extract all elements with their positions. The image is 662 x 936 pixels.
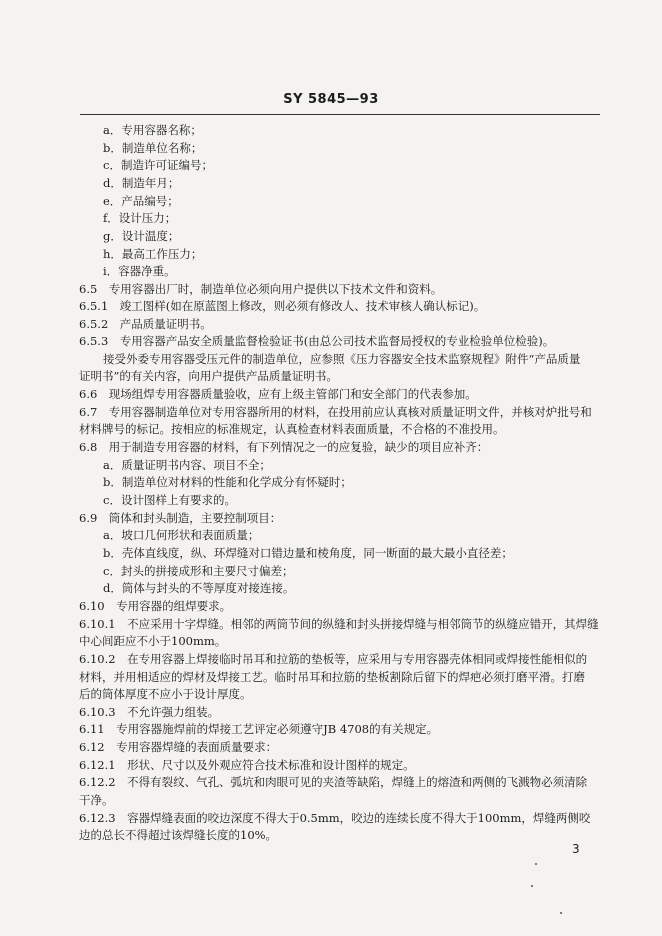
section-heading: 6.12 专用容器焊缝的表面质量要求： [79,740,278,754]
text-line: c．设计图样上有要求的。 [103,493,236,507]
text-line: b．制造单位名称； [103,141,203,155]
section-heading: 6.7 专用容器制造单位对专用容器所用的材料，在投用前应认真核对质量证明文件，并核对炉批号和 [79,405,592,419]
section-heading: 6.11 专用容器施焊前的焊接工艺评定必须遵守JB 4708的有关规定。 [79,722,439,736]
text-line: 中心间距应不小于100mm。 [79,634,227,648]
text-line: 干净。 [79,793,114,807]
section-heading: 6.10 专用容器的组焊要求。 [79,599,232,613]
text-line: 6.5.2 产品质量证明书。 [79,317,212,331]
text-line: c．封头的拼接成形和主要尺寸偏差； [103,564,294,578]
section-heading: 6.12.2 不得有裂纹、气孔、弧坑和肉眼可见的夹渣等缺陷，焊缝上的熔渣和两侧的飞溅物必须清除 [79,775,588,789]
section-heading: 6.10.2 在专用容器上焊接临时吊耳和拉筋的垫板等，应采用与专用容器壳体相同或焊接性能相似的 [79,652,588,666]
section-heading: 6.6 现场组焊专用容器质量验收，应有上级主管部门和安全部门的代表参加。 [79,387,477,401]
text-line: a．专用容器名称； [103,123,202,137]
text-line: c．制造许可证编号； [103,158,213,172]
section-heading: 6.10.3 不允许强力组装。 [79,705,220,719]
section-heading: 6.9 筒体和封头制造，主要控制项目： [79,511,282,525]
text-line: b．制造单位对材料的性能和化学成分有怀疑时； [103,475,352,489]
text-line: 材料，并用相适应的焊材及焊接工艺。临时吊耳和拉筋的垫板割除后留下的焊疤必须打磨平滑。打磨 [79,670,585,684]
section-heading: 6.12.1 形状、尺寸以及外观应符合技术标准和设计图样的规定。 [79,758,415,772]
text-line: i．容器净重。 [103,264,176,278]
text-line: 证明书”的有关内容，向用户提供产品质量证明书。 [79,369,338,383]
text-line: 接受外委专用容器受压元件的制造单位，应参照《压力容器安全技术监察规程》附件“产品质量 [103,352,581,366]
text-line: g．设计温度； [103,229,180,243]
text-line: a．坡口几何形状和表面质量； [103,528,260,542]
text-line: b．壳体直线度，纵、环焊缝对口错边量和棱角度，同一断面的最大最小直径差； [103,546,513,560]
text-line: 6.5.1 竣工图样(如在原蓝图上修改，则必须有修改人、技术审核人确认标记)。 [79,299,486,313]
text-line: h．最高工作压力； [103,247,203,261]
section-heading: 6.5 专用容器出厂时，制造单位必须向用户提供以下技术文件和资料。 [79,282,443,296]
scan-speck [535,863,537,865]
section-heading: 6.12.3 容器焊缝表面的咬边深度不得大于0.5mm，咬边的连续长度不得大于100mm，焊缝两侧咬 [79,811,591,825]
section-heading: 6.10.1 不应采用十字焊缝。相邻的两筒节间的纵缝和封头拼接焊缝与相邻筒节的纵缝应错开，其焊缝 [79,617,599,631]
text-line: 边的总长不得超过该焊缝长度的10%。 [79,828,278,842]
text-line: 材料牌号的标记。按相应的标准规定，认真检查材料表面质量，不合格的不准投用。 [79,422,505,436]
text-line: 后的筒体厚度不应小于设计厚度。 [79,687,252,701]
text-line: f．设计压力； [103,211,177,225]
page-number: 3 [572,842,580,856]
section-heading: 6.8 用于制造专用容器的材料，有下列情况之一的应复验，缺少的项目应补齐： [79,440,489,454]
page-header: SY 5845—93 [283,92,379,107]
text-line: 6.5.3 专用容器产品安全质量监督检验证书(由总公司技术监督局授权的专业检验单位检验)。 [79,334,555,348]
text-line: a．质量证明书内容、项目不全； [103,458,271,472]
text-line: d．筒体与封头的不等厚度对接连接。 [103,581,295,595]
scan-speck [531,885,533,887]
scan-speck [560,912,562,914]
text-line: e．产品编号； [103,194,179,208]
header-rule [80,114,600,115]
text-line: d．制造年月； [103,176,180,190]
